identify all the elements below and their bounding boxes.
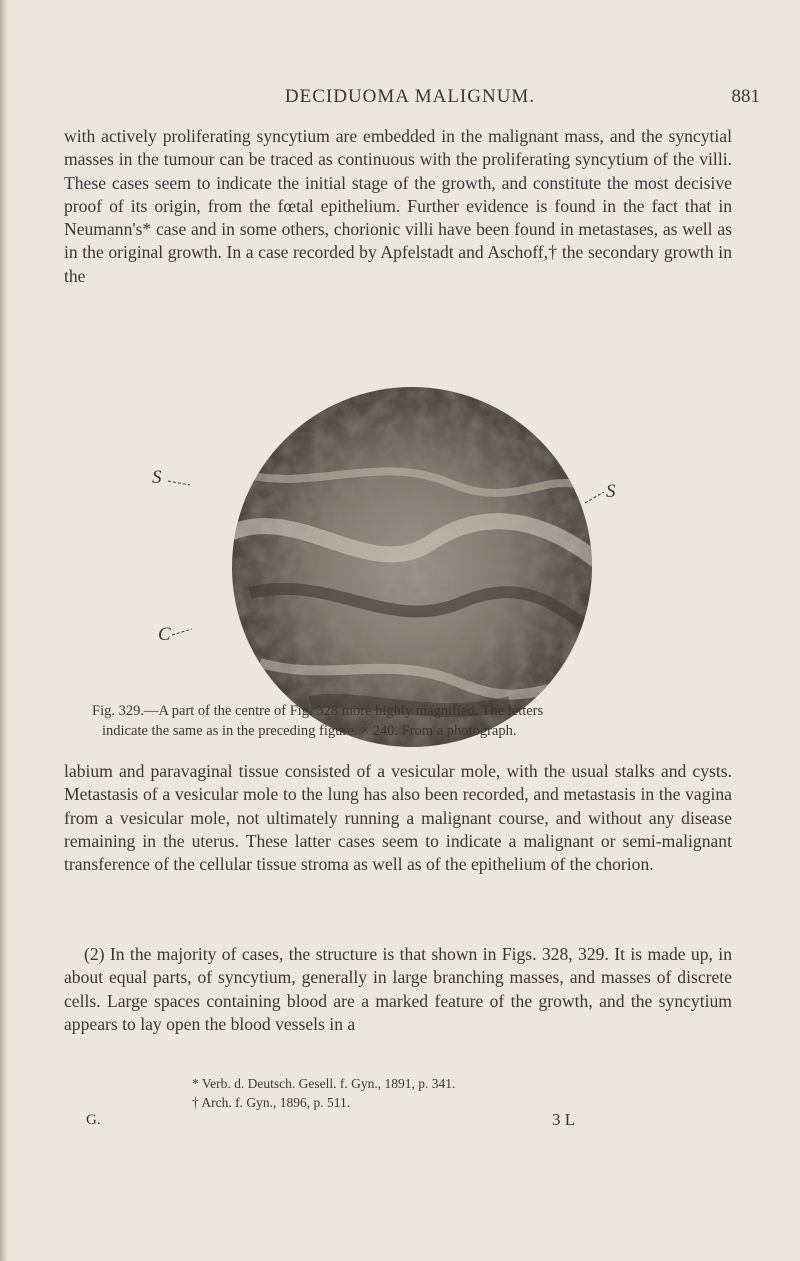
label-c: C — [158, 624, 171, 645]
figure-caption — [92, 702, 732, 741]
paragraph-3: (2) In the majority of cases, the structure is that shown in Figs. 328, 329. It is made up, in about equal parts, of syncytium, generally in large branching masses, and masses of discrete cells. Large spaces containing blood are a marked feature of the growth, and the syncytium appears to lay open the blood vessels in a — [64, 944, 732, 1034]
signature-mark-right: 3 L — [552, 1110, 576, 1129]
paragraph-2: labium and paravaginal tissue consisted of a vesicular mole, with the usual stalks and cysts. Metastasis of a vesicular mole to the lung has also been recorded, and metastasis in the vagina from a vesicular mole, not ultimately running a malignant course, and without any disease remaining in the uterus. These latter cases seem to indicate a malignant or semi-malignant transference of the cellular tissue stroma as well as of the epithelium of the chorion. — [64, 761, 732, 875]
label-s-right: S — [606, 481, 616, 502]
label-s-left: S — [152, 467, 162, 488]
footnote-1: * Verb. d. Deutsch. Gesell. f. Gyn., 1891, p. 341. — [192, 1076, 456, 1091]
footnotes — [192, 1074, 455, 1112]
paragraph-1: with actively proliferating syncytium are embedded in the malignant mass, and the syncytial masses in the tumour can be traced as continuous with the proliferating syncytium of the villi. These cases seem to indicate the initial stage of the growth, and constitute the most decisive proof of its origin, from the fœtal epithelium. Further evidence is found in the fact that in Neumann's* case and in some others, chorionic villi have been found in metastases, as well as in the original growth. In a case recorded by Apfelstadt and Aschoff,† the secondary growth in the — [64, 126, 732, 286]
page-gutter-shadow — [0, 0, 8, 1261]
header-title: DECIDUOMA MALIGNUM. — [284, 86, 536, 107]
caption-line-1: Fig. 329.—A part of the centre of Fig. 328 more highly magnified. The letters — [92, 703, 544, 719]
footnote-2: † Arch. f. Gyn., 1896, p. 511. — [192, 1095, 351, 1110]
signature-mark-left: G. — [86, 1112, 101, 1128]
running-header — [60, 86, 760, 112]
page-number: 881 — [731, 86, 760, 107]
caption-line-2: indicate the same as in the preceding figure. × 240. From a photograph. — [102, 722, 517, 739]
